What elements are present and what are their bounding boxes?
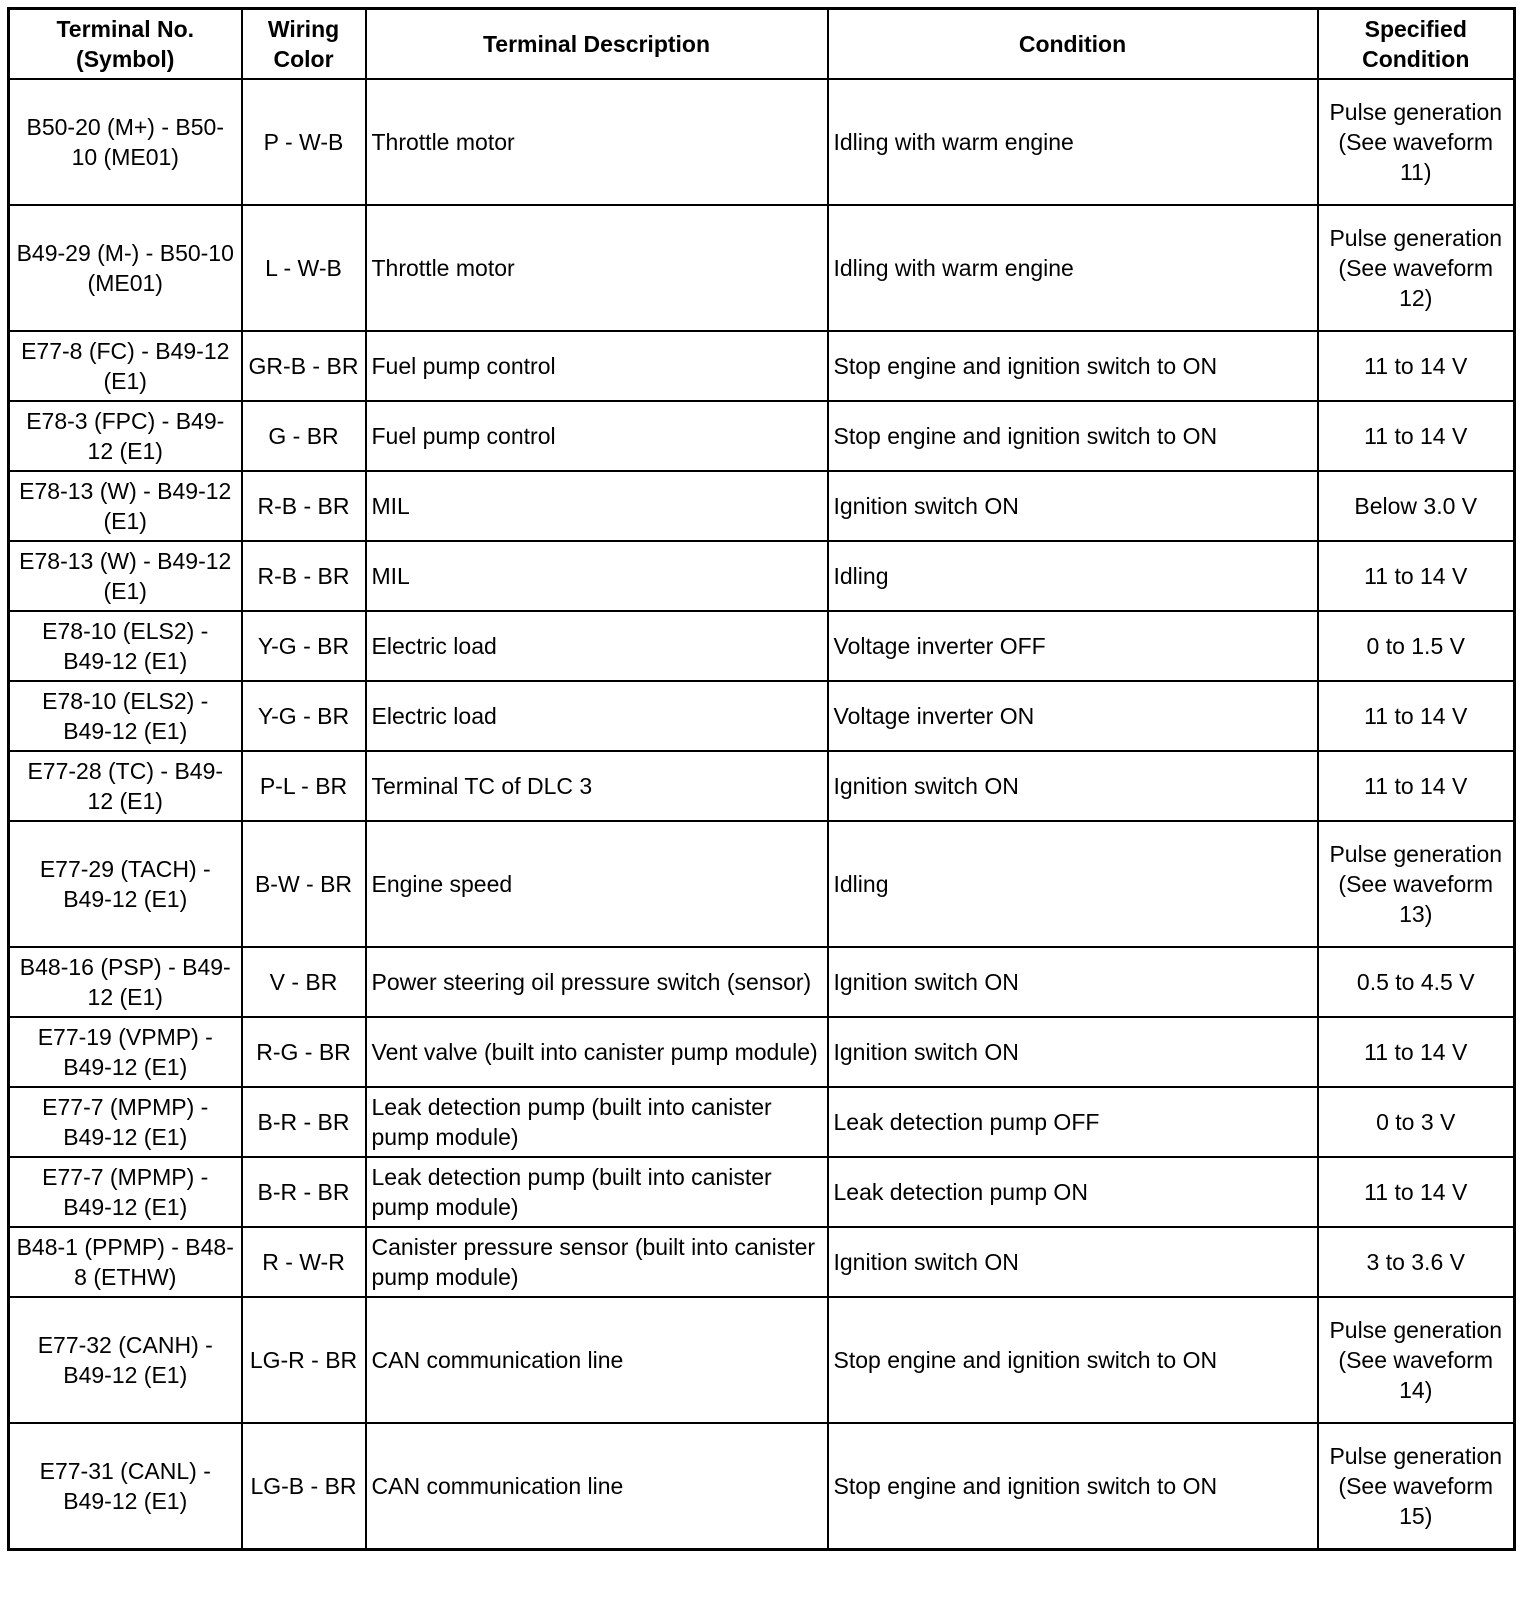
cell-terminal: E77-31 (CANL) - B49-12 (E1)	[9, 1423, 242, 1550]
cell-terminal: B50-20 (M+) - B50-10 (ME01)	[9, 79, 242, 205]
cell-terminal: E78-10 (ELS2) - B49-12 (E1)	[9, 681, 242, 751]
cell-wiring-color: R-B - BR	[242, 471, 366, 541]
cell-description: Fuel pump control	[366, 401, 828, 471]
cell-condition: Stop engine and ignition switch to ON	[828, 331, 1318, 401]
header-condition: Condition	[828, 9, 1318, 80]
cell-description: Throttle motor	[366, 205, 828, 331]
cell-terminal: E77-28 (TC) - B49-12 (E1)	[9, 751, 242, 821]
cell-specified: 11 to 14 V	[1318, 1017, 1515, 1087]
cell-terminal: E77-32 (CANH) - B49-12 (E1)	[9, 1297, 242, 1423]
cell-description: Engine speed	[366, 821, 828, 947]
cell-terminal: E77-7 (MPMP) - B49-12 (E1)	[9, 1087, 242, 1157]
cell-condition: Stop engine and ignition switch to ON	[828, 401, 1318, 471]
table-row	[9, 331, 1515, 401]
cell-wiring-color: P-L - BR	[242, 751, 366, 821]
cell-wiring-color: LG-B - BR	[242, 1423, 366, 1550]
cell-specified: Pulse generation (See waveform 11)	[1318, 79, 1515, 205]
cell-specified: 0 to 3 V	[1318, 1087, 1515, 1157]
cell-description: Electric load	[366, 611, 828, 681]
cell-terminal: E77-19 (VPMP) - B49-12 (E1)	[9, 1017, 242, 1087]
cell-description: Leak detection pump (built into canister pump module)	[366, 1157, 828, 1227]
table-row	[9, 79, 1515, 205]
cell-specified: Pulse generation (See waveform 12)	[1318, 205, 1515, 331]
table-row	[9, 611, 1515, 681]
cell-specified: 11 to 14 V	[1318, 541, 1515, 611]
cell-condition: Idling	[828, 821, 1318, 947]
table-row	[9, 401, 1515, 471]
cell-description: Leak detection pump (built into canister pump module)	[366, 1087, 828, 1157]
table-row	[9, 1087, 1515, 1157]
cell-wiring-color: Y-G - BR	[242, 681, 366, 751]
header-terminal-description: Terminal Description	[366, 9, 828, 80]
cell-terminal: E78-13 (W) - B49-12 (E1)	[9, 541, 242, 611]
cell-terminal: E78-3 (FPC) - B49-12 (E1)	[9, 401, 242, 471]
cell-wiring-color: R-B - BR	[242, 541, 366, 611]
cell-specified: Pulse generation (See waveform 14)	[1318, 1297, 1515, 1423]
cell-specified: Pulse generation (See waveform 15)	[1318, 1423, 1515, 1550]
cell-description: MIL	[366, 471, 828, 541]
cell-wiring-color: Y-G - BR	[242, 611, 366, 681]
cell-description: CAN communication line	[366, 1297, 828, 1423]
table-row	[9, 821, 1515, 947]
cell-specified: 0.5 to 4.5 V	[1318, 947, 1515, 1017]
cell-condition: Ignition switch ON	[828, 751, 1318, 821]
cell-specified: 11 to 14 V	[1318, 1157, 1515, 1227]
cell-condition: Ignition switch ON	[828, 471, 1318, 541]
cell-specified: 0 to 1.5 V	[1318, 611, 1515, 681]
table-row	[9, 1157, 1515, 1227]
cell-condition: Ignition switch ON	[828, 1017, 1318, 1087]
table-row	[9, 1297, 1515, 1423]
table-row	[9, 205, 1515, 331]
cell-specified: 11 to 14 V	[1318, 751, 1515, 821]
cell-description: Power steering oil pressure switch (sensor)	[366, 947, 828, 1017]
cell-description: Electric load	[366, 681, 828, 751]
cell-wiring-color: B-W - BR	[242, 821, 366, 947]
table-row	[9, 1017, 1515, 1087]
cell-terminal: B49-29 (M-) - B50-10 (ME01)	[9, 205, 242, 331]
cell-condition: Leak detection pump OFF	[828, 1087, 1318, 1157]
cell-terminal: B48-16 (PSP) - B49-12 (E1)	[9, 947, 242, 1017]
cell-specified: 11 to 14 V	[1318, 401, 1515, 471]
table-row	[9, 681, 1515, 751]
table-row	[9, 541, 1515, 611]
cell-description: Fuel pump control	[366, 331, 828, 401]
cell-wiring-color: B-R - BR	[242, 1087, 366, 1157]
cell-terminal: E77-7 (MPMP) - B49-12 (E1)	[9, 1157, 242, 1227]
cell-condition: Ignition switch ON	[828, 947, 1318, 1017]
terminal-spec-table	[7, 7, 1516, 1551]
cell-terminal: E78-10 (ELS2) - B49-12 (E1)	[9, 611, 242, 681]
cell-condition: Leak detection pump ON	[828, 1157, 1318, 1227]
table-row	[9, 751, 1515, 821]
cell-condition: Idling with warm engine	[828, 79, 1318, 205]
cell-description: CAN communication line	[366, 1423, 828, 1550]
cell-specified: Pulse generation (See waveform 13)	[1318, 821, 1515, 947]
header-wiring-color: Wiring Color	[242, 9, 366, 80]
cell-terminal: E78-13 (W) - B49-12 (E1)	[9, 471, 242, 541]
cell-wiring-color: B-R - BR	[242, 1157, 366, 1227]
cell-condition: Ignition switch ON	[828, 1227, 1318, 1297]
cell-wiring-color: G - BR	[242, 401, 366, 471]
cell-specified: Below 3.0 V	[1318, 471, 1515, 541]
cell-condition: Voltage inverter ON	[828, 681, 1318, 751]
cell-condition: Voltage inverter OFF	[828, 611, 1318, 681]
cell-description: MIL	[366, 541, 828, 611]
cell-terminal: E77-29 (TACH) - B49-12 (E1)	[9, 821, 242, 947]
cell-condition: Idling	[828, 541, 1318, 611]
cell-wiring-color: LG-R - BR	[242, 1297, 366, 1423]
header-specified-condition: Specified Condition	[1318, 9, 1515, 80]
cell-specified: 11 to 14 V	[1318, 681, 1515, 751]
cell-description: Throttle motor	[366, 79, 828, 205]
table-row	[9, 947, 1515, 1017]
cell-wiring-color: P - W-B	[242, 79, 366, 205]
cell-description: Vent valve (built into canister pump module)	[366, 1017, 828, 1087]
table-row	[9, 471, 1515, 541]
header-row	[9, 9, 1515, 80]
cell-wiring-color: GR-B - BR	[242, 331, 366, 401]
cell-wiring-color: L - W-B	[242, 205, 366, 331]
cell-description: Terminal TC of DLC 3	[366, 751, 828, 821]
cell-wiring-color: R - W-R	[242, 1227, 366, 1297]
cell-terminal: E77-8 (FC) - B49-12 (E1)	[9, 331, 242, 401]
terminal-spec-sheet	[7, 7, 1513, 1611]
cell-condition: Stop engine and ignition switch to ON	[828, 1297, 1318, 1423]
cell-wiring-color: R-G - BR	[242, 1017, 366, 1087]
header-terminal: Terminal No. (Symbol)	[9, 9, 242, 80]
cell-wiring-color: V - BR	[242, 947, 366, 1017]
cell-description: Canister pressure sensor (built into canister pump module)	[366, 1227, 828, 1297]
cell-condition: Stop engine and ignition switch to ON	[828, 1423, 1318, 1550]
cell-specified: 3 to 3.6 V	[1318, 1227, 1515, 1297]
table-row	[9, 1227, 1515, 1297]
cell-terminal: B48-1 (PPMP) - B48-8 (ETHW)	[9, 1227, 242, 1297]
cell-condition: Idling with warm engine	[828, 205, 1318, 331]
table-row	[9, 1423, 1515, 1550]
cell-specified: 11 to 14 V	[1318, 331, 1515, 401]
